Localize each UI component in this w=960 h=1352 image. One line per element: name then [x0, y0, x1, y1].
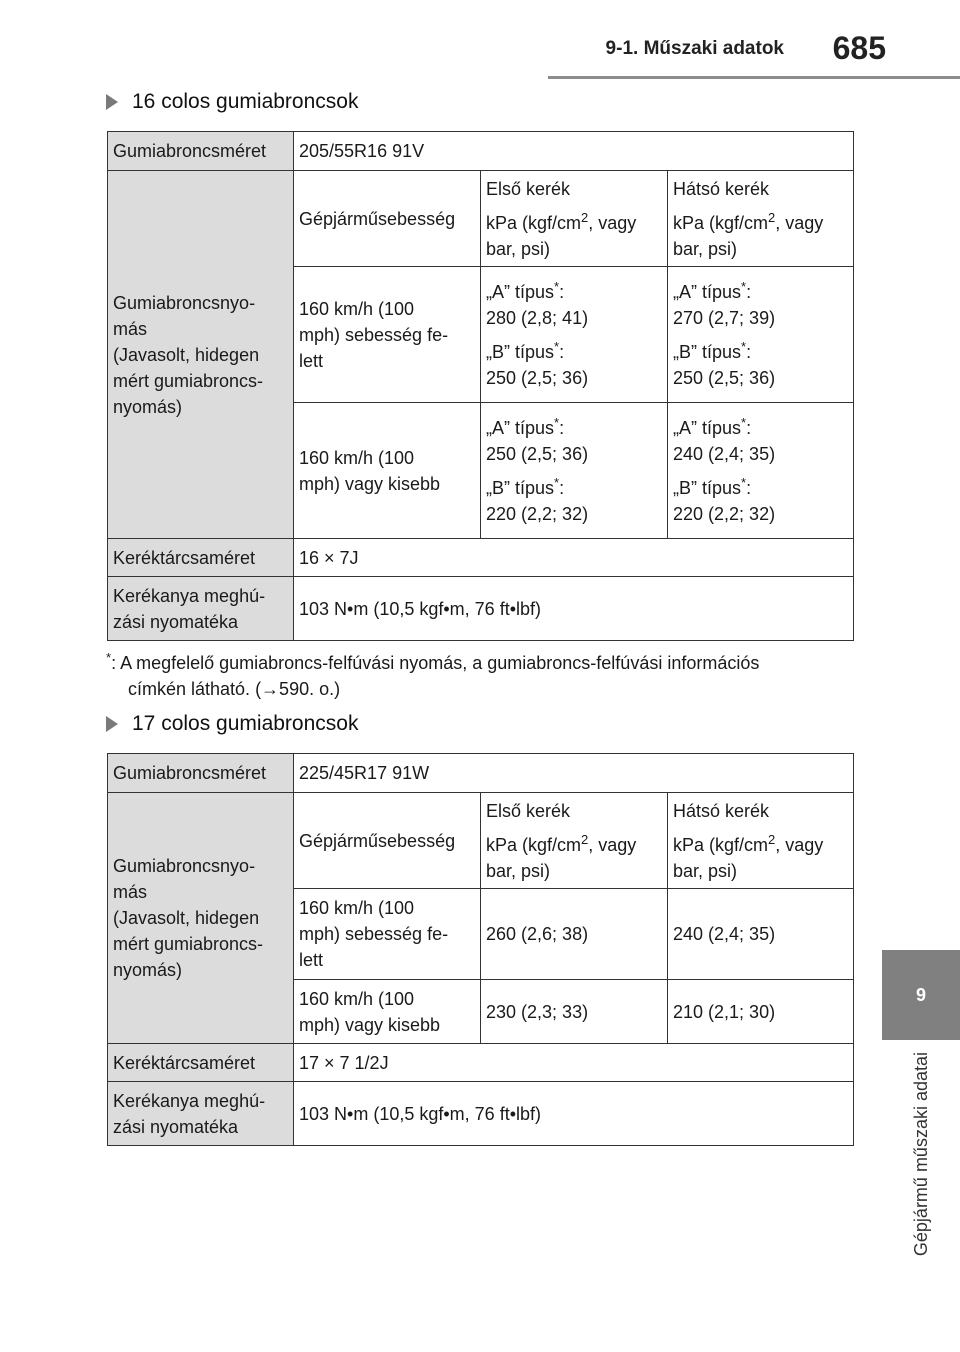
- rim-label: Keréktárcsaméret: [108, 539, 294, 577]
- rim-value: 16 × 7J: [294, 539, 854, 577]
- chapter-tab: [882, 950, 960, 1040]
- front-column-header: Első kerék kPa ($kgf/cm^2$, vagy bar, psi): [481, 171, 668, 267]
- table-row: [108, 539, 854, 577]
- front-column-header: Első kerék kPa ($kgf/cm^2$, vagy bar, psi): [481, 793, 668, 889]
- footnote-line-2: címkén látható. (→590. o.): [128, 679, 341, 699]
- header-rule: [548, 76, 960, 79]
- pressure-label: Gumiabroncsnyo- más (Javasolt, hidegen mért gumiabroncs- nyomás): [108, 171, 294, 539]
- speed-column-header: Gépjárműsebesség: [294, 793, 481, 889]
- triangle-bullet-icon: [106, 94, 118, 110]
- chapter-number: 9: [915, 984, 926, 1005]
- tire-table-16: [107, 131, 854, 641]
- front-pressure-cell: 260 (2,6; 38): [481, 889, 668, 980]
- rear-column-header: Hátsó kerék kPa ($kgf/cm^2$, vagy bar, psi): [668, 793, 854, 889]
- front-pressure-cell: „A” típus*: 250 (2,5; 36) „B” típus*: 220 (2,2; 32): [481, 403, 668, 539]
- rim-label: Keréktárcsaméret: [108, 1044, 294, 1082]
- speed-cell: 160 km/h (100 mph) vagy kisebb: [294, 980, 481, 1044]
- front-pressure-cell: 230 (2,3; 33): [481, 980, 668, 1044]
- size-value: 205/55R16 91V: [294, 132, 854, 171]
- front-pressure-cell: „A” típus*: 280 (2,8; 41) „B” típus*: 250 (2,5; 36): [481, 267, 668, 403]
- table-row: [108, 1044, 854, 1082]
- size-label: Gumiabroncsméret: [108, 132, 294, 171]
- triangle-bullet-icon: [106, 716, 118, 732]
- section-heading-text: 16 colos gumiabroncsok: [132, 90, 359, 113]
- speed-cell: 160 km/h (100 mph) vagy kisebb: [294, 403, 481, 539]
- rim-value: 17 × 7 1/2J: [294, 1044, 854, 1082]
- rear-pressure-cell: „A” típus*: 270 (2,7; 39) „B” típus*: 250 (2,5; 36): [668, 267, 854, 403]
- rear-pressure-cell: 210 (2,1; 30): [668, 980, 854, 1044]
- size-label: Gumiabroncsméret: [108, 754, 294, 793]
- table-row: [108, 754, 854, 793]
- section-heading-text: 17 colos gumiabroncsok: [132, 712, 359, 735]
- footnote-mark: *: [106, 650, 112, 665]
- section-heading-16: [106, 90, 358, 114]
- chapter-label: [882, 1040, 960, 1352]
- speed-column-header: Gépjárműsebesség: [294, 171, 481, 267]
- tire-table-17: [107, 753, 854, 1146]
- torque-label: Kerékanya meghú- zási nyomatéka: [108, 1082, 294, 1146]
- table-row: [108, 132, 854, 171]
- section-title: 9-1. Műszaki adatok: [605, 38, 784, 59]
- rear-column-header: Hátsó kerék kPa ($kgf/cm^2$, vagy bar, psi): [668, 171, 854, 267]
- table-row: [108, 171, 854, 267]
- torque-value: 103 N•m (10,5 kgf•m, 76 ft•lbf): [294, 577, 854, 641]
- section-heading-17: [106, 712, 358, 736]
- pressure-label: Gumiabroncsnyo- más (Javasolt, hidegen mért gumiabroncs- nyomás): [108, 793, 294, 1044]
- table-row: [108, 577, 854, 641]
- rear-pressure-cell: „A” típus*: 240 (2,4; 35) „B” típus*: 220 (2,2; 32): [668, 403, 854, 539]
- table-row: [108, 1082, 854, 1146]
- chapter-label-text: Gépjármű műszaki adatai: [910, 1052, 931, 1257]
- footnote: [106, 650, 846, 702]
- torque-value: 103 N•m (10,5 kgf•m, 76 ft•lbf): [294, 1082, 854, 1146]
- table-row: [108, 793, 854, 889]
- speed-cell: 160 km/h (100 mph) sebesség fe- lett: [294, 889, 481, 980]
- size-value: 225/45R17 91W: [294, 754, 854, 793]
- torque-label: Kerékanya meghú- zási nyomatéka: [108, 577, 294, 641]
- page-number: 685: [832, 30, 886, 66]
- rear-pressure-cell: 240 (2,4; 35): [668, 889, 854, 980]
- speed-cell: 160 km/h (100 mph) sebesség fe- lett: [294, 267, 481, 403]
- footnote-line-1: : A megfelelő gumiabroncs-felfúvási nyomás, a gumiabroncs-felfúvási információs: [111, 653, 760, 673]
